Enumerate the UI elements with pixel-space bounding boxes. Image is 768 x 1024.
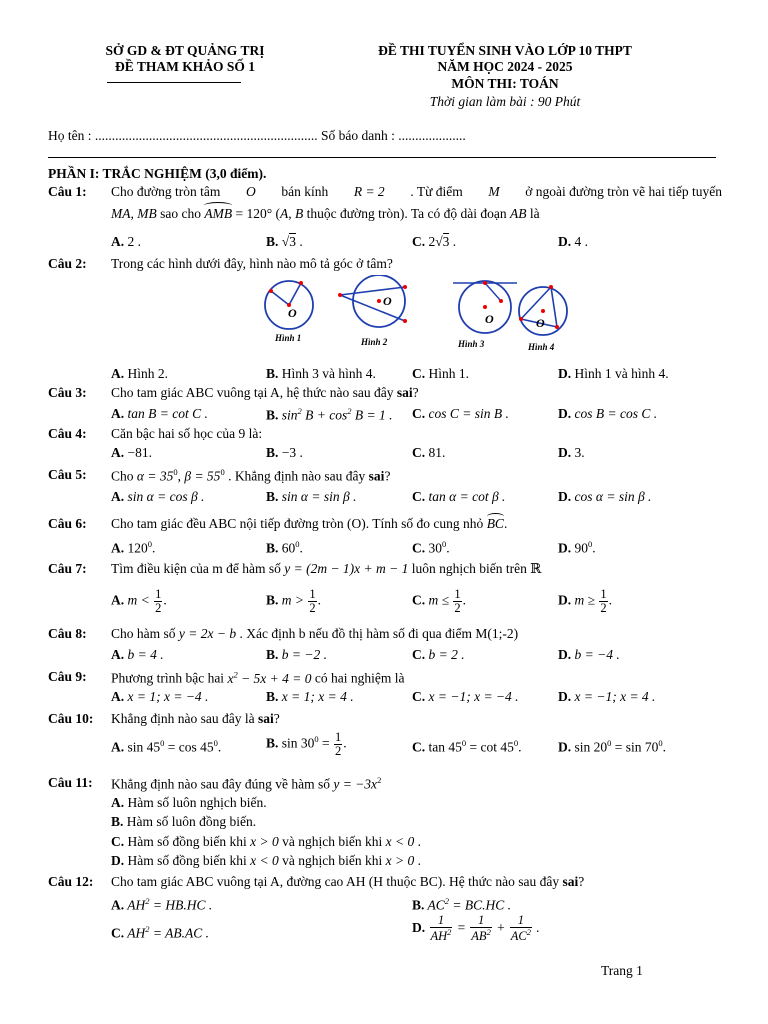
figure-1 xyxy=(265,281,313,329)
q4-option-c[interactable]: C. 81. xyxy=(412,445,446,460)
q6-option-b[interactable]: B. $60^0$. xyxy=(266,539,303,556)
question-5-label: Câu 5: xyxy=(48,467,87,482)
figure-2 xyxy=(338,275,407,327)
time-allowed: Thời gian làm bài : 90 Phút xyxy=(429,94,581,109)
q5-option-a[interactable]: A. sin α = cos β . xyxy=(111,489,205,504)
question-8-text: Cho hàm số y = 2x − b . Xác định b nếu đồ thị hàm số đi qua điểm M(1;-2) xyxy=(111,626,519,641)
question-12-text: Cho tam giác ABC vuông tại A, đường cao AH (H thuộc BC). Hệ thức nào sau đây sai? xyxy=(111,874,585,889)
figure-4 xyxy=(519,285,567,335)
q3-option-b[interactable]: B. $\sin^2 B + \cos^2 B = 1$ . xyxy=(266,406,393,423)
school-year: NĂM HỌC 2024 - 2025 xyxy=(437,59,573,74)
q11-option-c[interactable]: C. Hàm số đồng biến khi x > 0 và nghịch biến khi x < 0 . xyxy=(111,834,421,849)
q1-option-c[interactable]: C. 2√3 . xyxy=(412,234,457,249)
q10-option-c[interactable]: C. $\tan 45^0 = \cot 45^0$. xyxy=(412,738,522,755)
q7-option-d[interactable]: D. m ≥ $\frac{1}{2}$ . xyxy=(558,587,613,616)
svg-text:O: O xyxy=(485,312,494,326)
q1-points: A, B xyxy=(280,206,304,221)
q10-option-b[interactable]: B. $\sin 30^0$ = $\frac{1}{2}$ . xyxy=(266,730,347,759)
q3-option-d[interactable]: D. cos B = cos C . xyxy=(558,406,658,421)
question-3-text: Cho tam giác ABC vuông tại A, hệ thức nào sau đây sai? xyxy=(111,385,419,400)
q11-option-d[interactable]: D. Hàm số đồng biến khi x < 0 và nghịch biến khi x > 0 . xyxy=(111,853,421,868)
q8-option-b[interactable]: B. b = −2 . xyxy=(266,647,327,662)
q2-option-d[interactable]: D. Hình 1 và hình 4. xyxy=(558,366,669,381)
q1-option-a[interactable]: A. 2 . xyxy=(111,234,141,249)
q6-option-d[interactable]: D. $90^0$. xyxy=(558,539,596,556)
q1-text-g: là xyxy=(529,206,540,221)
page-number: Trang 1 xyxy=(601,963,643,978)
question-6-label: Câu 6: xyxy=(48,516,87,531)
q1-text-e: sao cho xyxy=(160,206,201,221)
question-7-label: Câu 7: xyxy=(48,561,87,576)
student-info xyxy=(48,128,466,144)
school-name: SỞ GD & ĐT QUẢNG TRỊ xyxy=(105,43,265,58)
sbd-dots: .................... xyxy=(398,128,466,143)
q5-option-d[interactable]: D. cos α = sin β . xyxy=(558,489,652,504)
header-divider xyxy=(48,157,716,158)
q5-option-c[interactable]: C. tan α = cot β . xyxy=(412,489,506,504)
exam-title: ĐỀ THI TUYỂN SINH VÀO LỚP 10 THPT xyxy=(378,43,632,58)
q2-figures xyxy=(255,275,575,355)
q8-option-a[interactable]: A. b = 4 . xyxy=(111,647,164,662)
q2-option-a[interactable]: A. Hình 2. xyxy=(111,366,168,381)
q1-center: O xyxy=(245,184,256,199)
q11-option-b[interactable]: B. Hàm số luôn đồng biến. xyxy=(111,814,257,829)
question-4-text: Căn bậc hai số học của 9 là: xyxy=(111,426,263,441)
q1-option-b[interactable]: B. √3 . xyxy=(266,234,303,249)
question-2-label: Câu 2: xyxy=(48,256,87,271)
q1-angle-value: = 120° xyxy=(235,206,273,221)
question-6-text: Cho tam giác đều ABC nội tiếp đường tròn (O). Tính số đo cung nhỏ BC. xyxy=(111,516,507,532)
q12-option-a[interactable]: A. $AH^2 = HB.HC$ . xyxy=(111,896,213,913)
q12-option-c[interactable]: C. $AH^2 = AB.AC$ . xyxy=(111,924,209,941)
q10-option-a[interactable]: A. $\sin 45^0 = \cos 45^0$. xyxy=(111,738,222,755)
question-1-line1 xyxy=(111,184,722,200)
figure-3-caption: Hình 3 xyxy=(458,339,485,349)
q12-option-b[interactable]: B. $AC^2 = BC.HC$ . xyxy=(412,896,512,913)
question-10-text: Khẳng định nào sau đây là sai? xyxy=(111,711,280,726)
q1-text-f: thuộc đường tròn). Ta có độ dài đoạn xyxy=(306,206,507,221)
q8-option-c[interactable]: C. b = 2 . xyxy=(412,647,465,662)
q7-option-a[interactable]: A. m < $\frac{1}{2}$ . xyxy=(111,587,167,616)
question-4-label: Câu 4: xyxy=(48,426,87,441)
subject: MÔN THI: TOÁN xyxy=(451,76,559,91)
question-11-text: Khẳng định nào sau đây đúng về hàm số $y = -3x^2$ xyxy=(111,775,382,792)
q1-segment: AB xyxy=(509,206,527,221)
name-label: Họ tên : xyxy=(48,128,92,143)
q9-option-c[interactable]: C. x = −1; x = −4 . xyxy=(412,689,519,704)
q4-option-d[interactable]: D. 3. xyxy=(558,445,585,460)
figure-4-caption: Hình 4 xyxy=(528,342,555,352)
q3-option-a[interactable]: A. tan B = cot C . xyxy=(111,406,208,421)
header-underline xyxy=(107,82,241,83)
figure-3 xyxy=(453,281,517,333)
q12-option-d[interactable]: D. $\frac{1}{AH^2}$ = $\frac{1}{AB^2}$ + $\frac{1}{AC^2}$ . xyxy=(412,913,540,944)
question-3-label: Câu 3: xyxy=(48,385,87,400)
q1-text-b: bán kính xyxy=(281,184,329,199)
section-title: PHẦN I: TRẮC NGHIỆM (3,0 điểm). xyxy=(48,166,267,181)
svg-text:O: O xyxy=(383,294,392,308)
question-7-text: Tìm điều kiện của m để hàm số y = (2m − 1)x + m − 1 luôn nghịch biến trên ℝ xyxy=(111,561,542,576)
question-9-text: Phương trình bậc hai $x^2 - 5x + 4 = 0$ có hai nghiệm là xyxy=(111,669,405,686)
q1-angle: AMB xyxy=(204,206,232,221)
svg-text:O: O xyxy=(536,316,545,330)
name-dots: .................................................................. xyxy=(94,128,318,143)
figure-1-caption: Hình 1 xyxy=(275,333,302,343)
question-10-label: Câu 10: xyxy=(48,711,94,726)
q2-option-c[interactable]: C. Hình 1. xyxy=(412,366,469,381)
svg-text:O: O xyxy=(288,306,297,320)
q4-option-b[interactable]: B. −3 . xyxy=(266,445,303,460)
question-1-label: Câu 1: xyxy=(48,184,87,199)
q8-option-d[interactable]: D. b = −4 . xyxy=(558,647,620,662)
q9-option-a[interactable]: A. x = 1; x = −4 . xyxy=(111,689,209,704)
question-2-text: Trong các hình dưới đây, hình nào mô tả góc ở tâm? xyxy=(111,256,393,271)
q3-option-c[interactable]: C. cos C = sin B . xyxy=(412,406,509,421)
question-12-label: Câu 12: xyxy=(48,874,94,889)
q11-option-a[interactable]: A. Hàm số luôn nghịch biến. xyxy=(111,795,267,810)
q6-arc: BC xyxy=(487,516,504,531)
q1-text-a: Cho đường tròn tâm xyxy=(111,184,221,199)
question-9-label: Câu 9: xyxy=(48,669,87,684)
q4-option-a[interactable]: A. −81. xyxy=(111,445,152,460)
sbd-label: Số báo danh : xyxy=(321,128,395,143)
q6-option-a[interactable]: A. $120^0$. xyxy=(111,539,156,556)
q1-tangents: MA, MB xyxy=(111,206,157,221)
q1-text-c: . Từ điểm xyxy=(410,184,463,199)
q1-option-d[interactable]: D. 4 . xyxy=(558,234,588,249)
q9-option-b[interactable]: B. x = 1; x = 4 . xyxy=(266,689,354,704)
q7-option-c[interactable]: C. m ≤ $\frac{1}{2}$ . xyxy=(412,587,467,616)
q1-paren: ( xyxy=(275,206,280,221)
q2-option-b[interactable]: B. Hình 3 và hình 4. xyxy=(266,366,376,381)
exam-reference: ĐỀ THAM KHẢO SỐ 1 xyxy=(114,59,256,74)
question-11-label: Câu 11: xyxy=(48,775,93,790)
figure-2-caption: Hình 2 xyxy=(361,337,388,347)
q5-option-b[interactable]: B. sin α = sin β . xyxy=(266,489,357,504)
question-8-label: Câu 8: xyxy=(48,626,87,641)
q7-option-b[interactable]: B. m > $\frac{1}{2}$ . xyxy=(266,587,321,616)
q1-text-d: ở ngoài đường tròn vẽ hai tiếp tuyến xyxy=(525,184,722,199)
q1-radius: R = 2 xyxy=(353,184,385,199)
q1-point: M xyxy=(488,184,500,199)
question-1-line2 xyxy=(111,206,540,222)
q10-option-d[interactable]: D. $\sin 20^0 = \sin 70^0$. xyxy=(558,738,667,755)
question-5-text: Cho $\alpha = 35^0$, $\beta = 55^0$ . Khẳng định nào sau đây sai? xyxy=(111,467,391,484)
q6-option-c[interactable]: C. $30^0$. xyxy=(412,539,450,556)
q9-option-d[interactable]: D. x = −1; x = 4 . xyxy=(558,689,656,704)
